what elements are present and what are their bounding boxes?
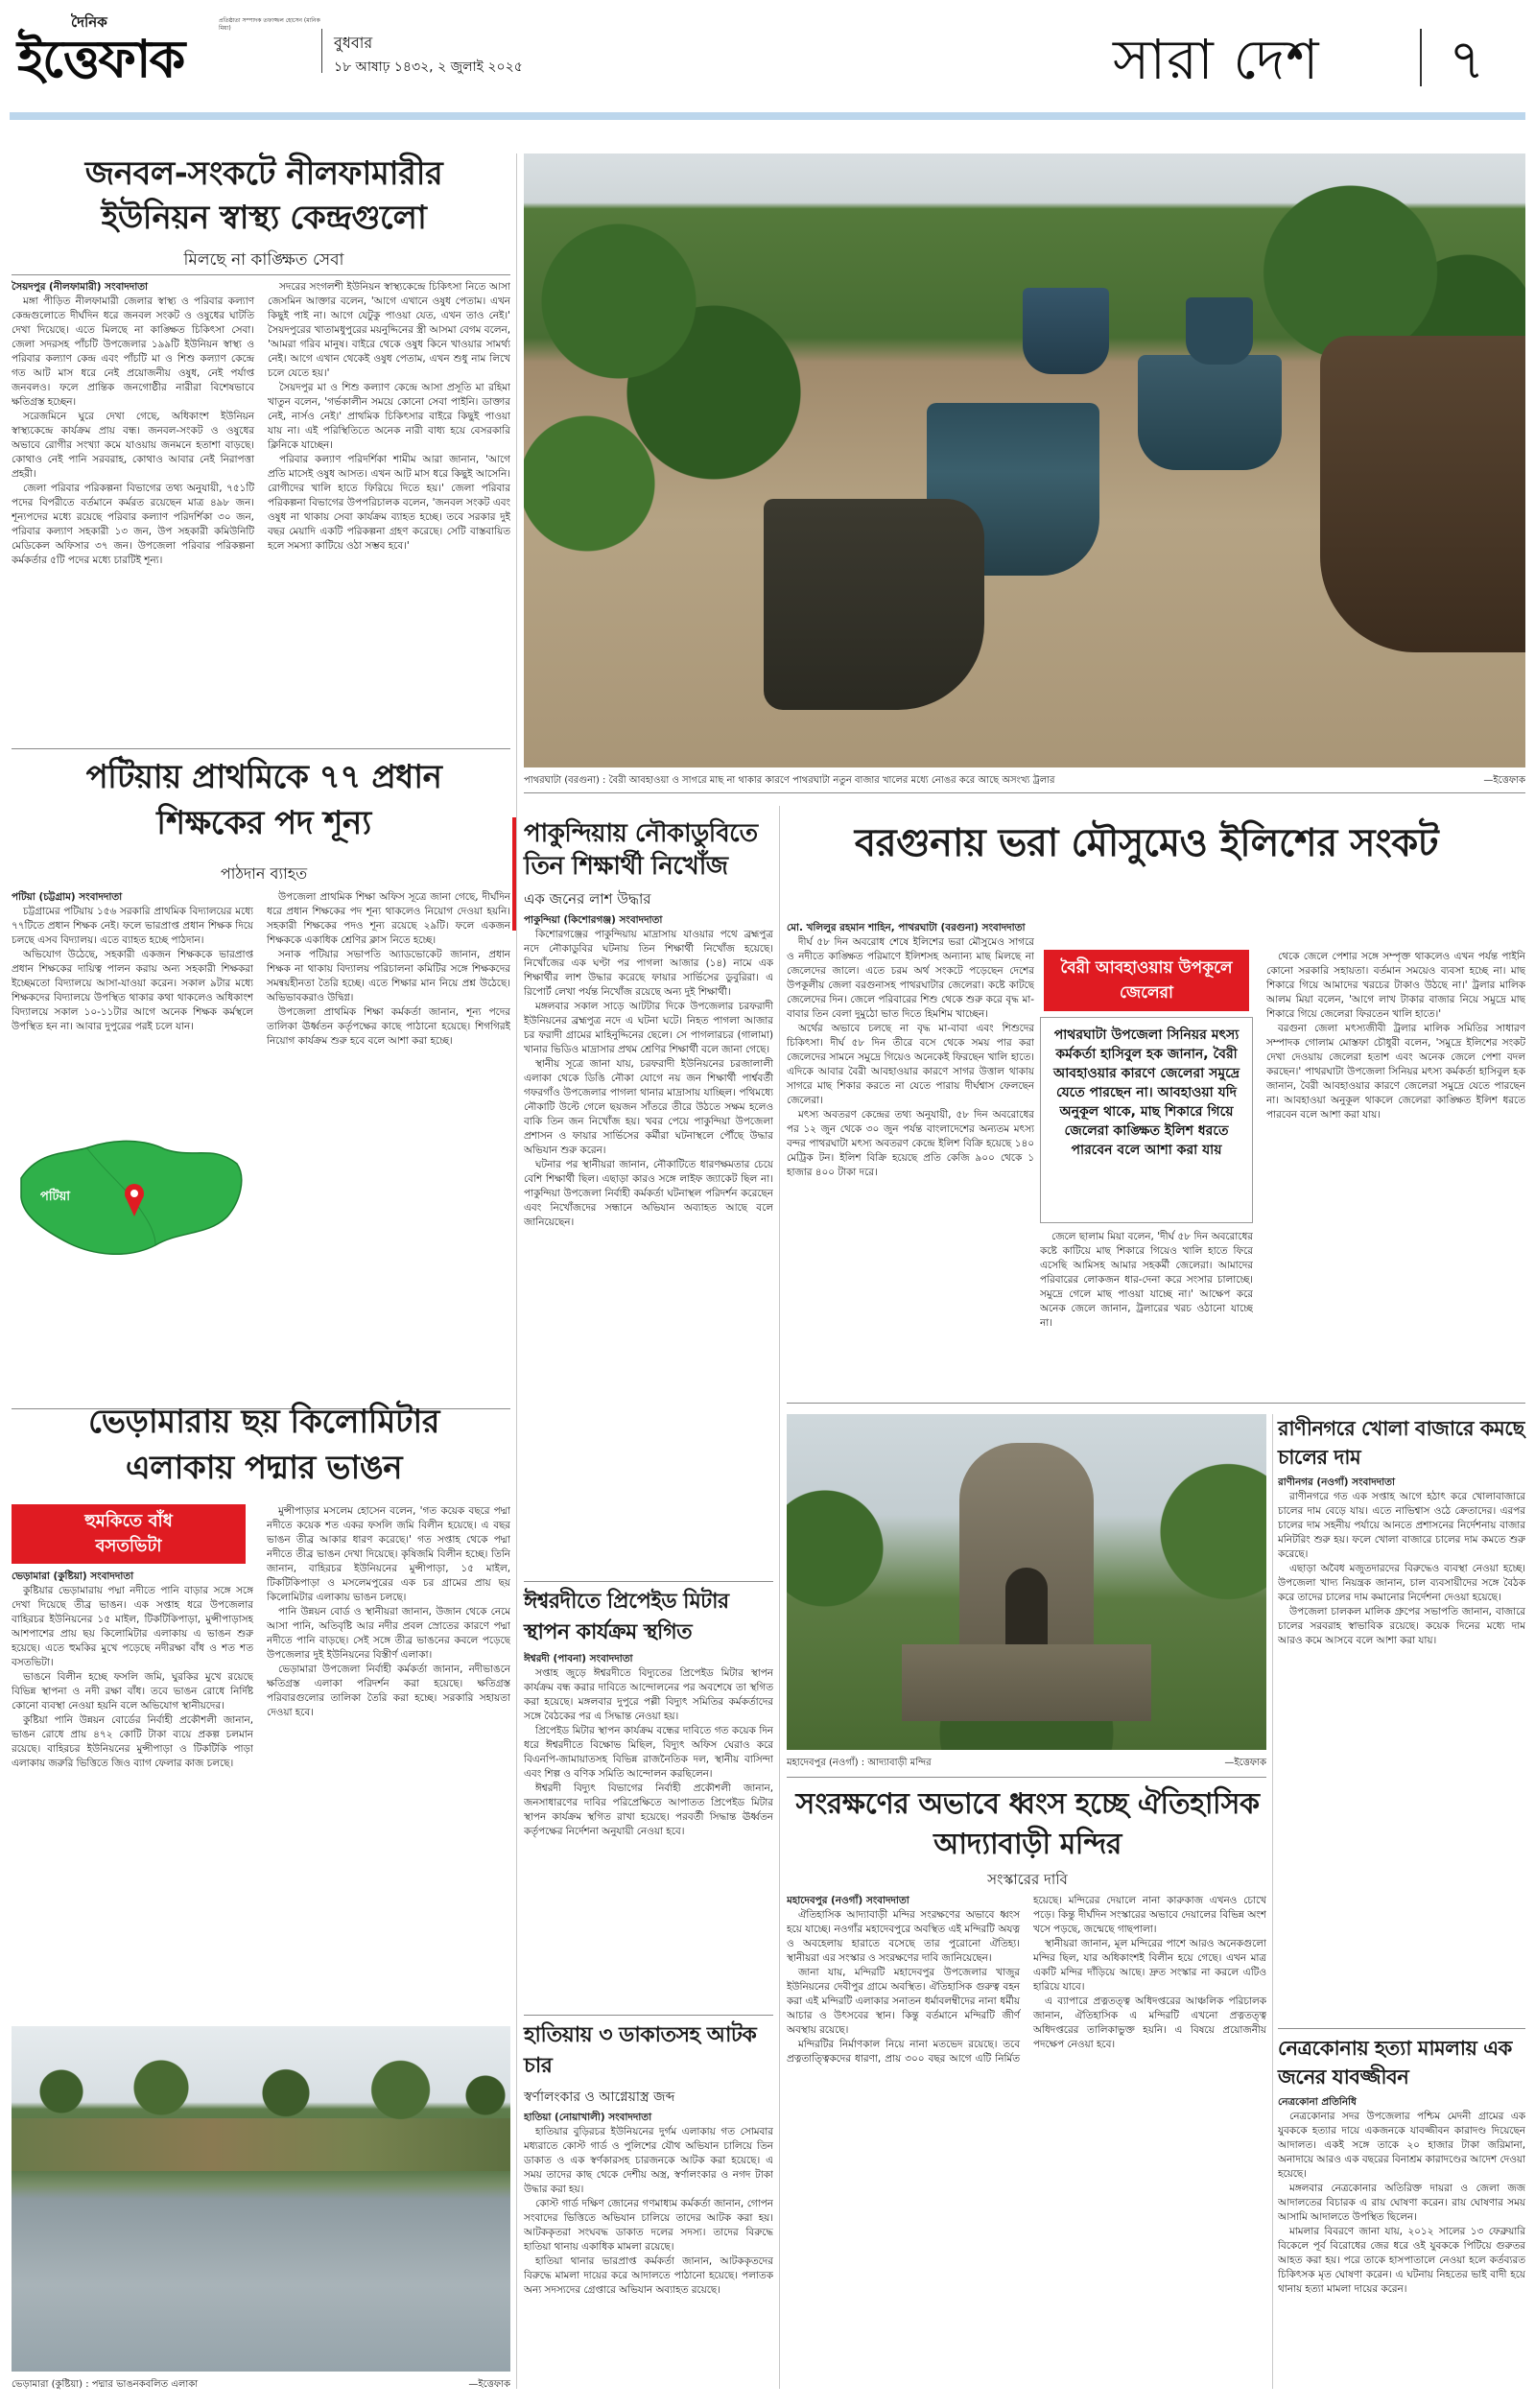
paragraph: জেলে ছালাম মিয়া বলেন, 'দীর্ঘ ৫৮ দিন অবরোধের কষ্টে কাটিয়ে মাছ শিকারে গিয়েও খালি হাতে ফিরে এসেছি আমিসহ আমার সহকর্মী জেলেরা। আমাদের পরিবারের লোকজন ধার-দেনা করে সংসার চালাচ্ছে। সমুদ্রে গেলে মাছ পাওয়া যাচ্ছে না।' আক্ষেপ করে অনেক জেলে জানান, ট্রলারের খরচ ওঠানো যাচ্ছে না। [1040,1231,1253,1329]
redbox-barguna: বৈরী আবহাওয়ায় উপকূলে জেলেরা [1044,950,1249,1011]
photo-caption-mohadebpur: মহাদেবপুর (নওগাঁ) : আদ্যাবাড়ী মন্দির [787,1758,932,1768]
photo-credit-barguna: —ইত্তেফাক [1483,775,1525,786]
paragraph: জেলা পরিবার পরিকল্পনা বিভাগের তথ্য অনুযায়ী, ৭৫১টি পদের বিপরীতে বর্তমানে কর্মরত রয়েছেন মাত্র ৪৯৮ জন। শূন্যপদের মধ্যে রয়েছে পরিবার কল্যাণ পরিদর্শিকা ৩০ জন, পরিবার কল্যাণ সহকারী ১৩ জন, উপ সহকারী কমিউনিটি মেডিকেল অফিসার ৩৭ জন। উপজেলা পরিবার পরিকল্পনা কর্মকর্তার ৫টি পদের মধ্যে চারটিই শূন্য। [12,483,254,566]
paragraph: সরেজমিনে ঘুরে দেখা গেছে, অধিকাংশ ইউনিয়ন স্বাস্থ্যকেন্দ্রে কার্যক্রম প্রায় বন্ধ। জনবল-সংকট ও ওষুধের অভাবে রোগীর সংখ্যা কমে যাওয়ায় জনমনে হতাশা বাড়ছে। কোথাও নেই পানি সরবরাহ, কোথাও আবার নেই নিরাপত্তা প্রহরী। [12,411,254,480]
photo-temple-door [1005,1568,1048,1644]
paragraph: মঙ্গা পীড়িত নীলফামারী জেলার স্বাস্থ্য ও পরিবার কল্যাণ কেন্দ্রগুলোতে দীর্ঘদিন ধরে জনবল সংকট ও ওষুধের ঘাটতি দেখা দিয়েছে। এতে মিলছে না কাঙ্ক্ষিত চিকিৎসা সেবা। জেলা সদরসহ পাঁচটি উপজেলার ১৯৯টি ইউনিয়ন স্বাস্থ্য ও পরিবার কল্যাণ কেন্দ্র এবং পাঁচটি মা ও শিশু কল্যাণ কেন্দ্রে গত আট মাস ধরে নেই প্রয়োজনীয় ওষুধ, নেই পর্যাপ্ত জনবলও। ফলে প্রান্তিক জনগোষ্ঠীর নারীরা বিশেষভাবে ক্ষতিগ্রস্ত হচ্ছেন। [12,295,254,408]
paragraph: সপ্তাহ জুড়ে ঈশ্বরদীতে বিদ্যুতের প্রিপেইড মিটার স্থাপন কার্যক্রম বন্ধ করার দাবিতে আন্দোলনের পর অবশেষে তা স্থগিত করা হয়েছে। মঙ্গলবার দুপুরে পল্লী বিদ্যুৎ সমিতির কর্মকর্তাদের সঙ্গে বৈঠকের পর এ সিদ্ধান্ত নেওয়া হয়। [524,1667,773,1722]
paragraph: জানা যায়, মন্দিরটি মহাদেবপুর উপজেলার খাজুর ইউনিয়নের দেবীপুর গ্রামে অবস্থিত। ঐতিহাসিক গুরুত্ব বহন করা এই মন্দিরটি এলাকার সনাতন ধর্মাবলম্বীদের নানা ধর্মীয় আচার ও উৎসবের স্থান। কিন্তু বর্তমানে মন্দিরটি জীর্ণ অবস্থায় রয়েছে। [787,1967,1020,2036]
section-divider [1420,29,1422,86]
dateline: সৈয়দপুর (নীলফামারী) সংবাদদাতা [12,281,149,293]
paragraph: স্থানীয় সূত্রে জানা যায়, চরফরাদী ইউনিয়নের চরজালালী এলাকা থেকে ডিঙি নৌকা যোগে নয় জন শিক্ষার্থী পার্শ্ববর্তী গফরগাঁও উপজেলার পাগলা থানার মাদ্রাসায় যাচ্ছিল। পথিমধ্যে নৌকাটি উল্টে গেলে ছয়জন সাঁতরে তীরে উঠতে সক্ষম হলেও বাকি তিন জন নিখোঁজ হয়। খবর পেয়ে পাকুন্দিয়া উপজেলা প্রশাসন ও ফায়ার সার্ভিসের কর্মীরা ঘটনাস্থলে পৌঁছে উদ্ধার অভিযান শুরু করেন। [524,1058,773,1156]
photo-bank [12,2118,510,2171]
headline-pakundia: পাকুন্দিয়ায় নৌকাডুবিতে তিন শিক্ষার্থী নিখোঁজ [524,819,758,881]
masthead-day: বুধবার [334,34,373,52]
paragraph: পরিবার কল্যাণ পরিদর্শিকা শামীম আরা জানান, 'আগে প্রতি মাসেই ওষুধ আসত। এখন আট মাস ধরে কিছুই আসেনি। রোগীদের খালি হাতে ফিরিয়ে দিতে হয়।' জেলা পরিবার পরিকল্পনা বিভাগের উপপরিচালক বলেন, 'জনবল সংকট এবং ওষুধ না থাকায় সেবা কার্যক্রম ব্যাহত হচ্ছে। তবে সরকার দুই বছর মেয়াদি একটি পরিকল্পনা গ্রহণ করেছে। সেটি বাস্তবায়িত হলে সমস্যা কাটিয়ে ওঠা সম্ভব হবে।' [268,454,510,552]
paragraph: বরগুনা জেলা মৎস্যজীবী ট্রলার মালিক সমিতির সাধারণ সম্পাদক গোলাম মোস্তফা চৌধুরী বলেন, 'সমুদ্রে ইলিশের সংকট দেখা দেওয়ায় জেলেরা হতাশ এবং অনেক জেলে পেশা বদল করছেন।' পাথরঘাটা উপজেলা সিনিয়র মৎস্য কর্মকর্তা হাসিবুল হক জানান, বৈরী আবহাওয়ার কারণে জেলেরা সমুদ্রে যেতে পারছেন না। আবহাওয়া অনুকূল থাকলে জেলেরা কাঙ্ক্ষিত ইলিশ ধরতে পারবেন বলে আশা করা যায়। [1266,1023,1525,1121]
paragraph: স্থানীয়রা জানান, মূল মন্দিরের পাশে আরও অনেকগুলো মন্দির ছিল, যার অধিকাংশই বিলীন হয়ে গেছে। এখন মাত্র একটি মন্দির দাঁড়িয়ে আছে। দ্রুত সংস্কার না করলে এটিও হারিয়ে যাবে। [1033,1938,1266,1993]
paragraph: সদরের সংগলশী ইউনিয়ন স্বাস্থ্যকেন্দ্রে চিকিৎসা নিতে আসা জেসমিন আক্তার বলেন, 'আগে এখানে ওষুধ পেতাম। এখন কিছুই পাই না। আগে যেটুকু পাওয়া যেত, এখন তাও নেই।' সৈয়দপুরের খাতামধুপুরের ময়নুদ্দিনের স্ত্রী আসমা বেগম বলেন, 'আমরা গরিব মানুষ। বাইরে থেকে ওষুধ কিনে খাওয়ার সামর্থ্য নেই। আগে এখান থেকেই ওষুধ পেতাম, এখন শুধু নাম লিখে চলে যেতে হয়।' [268,281,510,379]
redbox-bheramara: হুমকিতে বাঁধ বসতভিটা [12,1504,246,1564]
article-body-mohadebpur [787,1894,1266,2395]
paragraph: থেকে জেলে পেশার সঙ্গে সম্পৃক্ত থাকলেও এখন পর্যন্ত পাইনি কোনো সরকারি সহায়তা। বর্তমান সময়েও ব্যবসা হচ্ছে না। মাছ শিকারে গিয়ে আমাদের খরচের টাকাও উঠছে না।' ট্রলার মালিক আলম মিয়া বলেন, 'আগে লাখ টাকার বাজার নিয়ে সমুদ্রে মাছ শিকারে গিয়ে জেলেরা ফিরতেন খালি হাতে।' [1266,951,1525,1020]
article-body-patia-b [267,890,510,1401]
article-body-barguna-a [787,921,1034,1396]
rule [12,274,510,275]
page-number: ৭ [1449,27,1485,92]
rule [1278,2028,1525,2029]
paragraph: ঈশ্বরদী বিদ্যুৎ বিভাগের নির্বাহী প্রকৌশলী জানান, জনসাধারণের দাবির পরিপ্রেক্ষিতে আপাতত প্রিপেইড মিটার স্থাপন কার্যক্রম স্থগিত রাখা হয়েছে। পরবর্তী সিদ্ধান্ত ঊর্ধ্বতন কর্তৃপক্ষের নির্দেশনা অনুযায়ী নেওয়া হবে। [524,1782,773,1837]
photo-caption-bheramara: ভেড়ামারা (কুষ্টিয়া) : পদ্মার ভাঙনকবলিত এলাকা [12,2379,199,2390]
paragraph: অর্থের অভাবে চলছে না বৃদ্ধ মা-বাবা এবং শিশুদের চিকিৎসা। দীর্ঘ ৫৮ দিন তীরে বসে থেকে সময় পার করা জেলেদের সামনে সমুদ্রে গিয়েও অনেকেই ফিরছেন খালি হাতে। এদিকে আবার বৈরী আবহাওয়ার কারণে সাগর উত্তাল থাকায় সাগরে মাছ শিকার করতে না যেতে পারায় দীর্ঘশ্বাস ফেলছেন জেলেরা। [787,1023,1034,1106]
article-body-bheramara-b [267,1504,510,2022]
logo-small-text: দৈনিক [71,13,107,31]
accent-bar [512,817,516,931]
headline-netrokona: নেত্রকোনায় হত্যা মামলায় এক জনের যাবজ্জীবন [1278,2037,1512,2089]
masthead-rule [10,112,1525,120]
map-label: পটিয়া [40,1190,71,1204]
paragraph: কোস্ট গার্ড দক্ষিণ জোনের গণমাধ্যম কর্মকর্তা জানান, গোপন সংবাদের ভিত্তিতে অভিযান চালিয়ে তাদের আটক করা হয়। আটককৃতরা সংঘবদ্ধ ডাকাত দলের সদস্য। তাদের বিরুদ্ধে হাতিয়া থানায় একাধিক মামলা রয়েছে। [524,2198,773,2253]
paragraph: রাণীনগরে গত এক সপ্তাহ আগে হঠাৎ করে খোলাবাজারে চালের দাম বেড়ে যায়। এতে নাভিশ্বাস ওঠে ক্রেতাদের। এরপর চালের দাম সহনীয় পর্যায়ে আনতে প্রশাসনের নির্দেশনায় বাজার মনিটরিং শুরু হয়। ফলে খোলা বাজারে চালের দাম কমতে শুরু করেছে। [1278,1491,1525,1560]
subhead-hatiya: স্বর্ণালংকার ও আগ্নেয়াস্ত্র জব্দ [524,2089,675,2105]
masthead-date: ১৮ আষাঢ় ১৪৩২, ২ জুলাই ২০২৫ [334,59,523,75]
paragraph: ঘটনার পর স্থানীয়রা জানান, নৌকাটিতে ধারণক্ষমতার চেয়ে বেশি শিক্ষার্থী ছিল। এছাড়া কারও সঙ্গে লাইফ জ্যাকেট ছিল না। পাকুন্দিয়া উপজেলা নির্বাহী কর্মকর্তা ঘটনাস্থল পরিদর্শন করেছেন এবং নিখোঁজদের সন্ধানে অভিযান অব্যাহত আছে বলে জানিয়েছেন। [524,1159,773,1228]
headline-ishwardi: ঈশ্বরদীতে প্রিপেইড মিটার স্থাপন কার্যক্রম স্থগিত [524,1590,729,1644]
paragraph: ভাঙনে বিলীন হচ্ছে ফসলি জমি, ঘুরকির মুখে রয়েছে বিভিন্ন স্থাপনা ও নদী রক্ষা বাঁধ। তবে ভাঙন রোধে নির্দিষ্ট কোনো ব্যবস্থা নেওয়া হয়নি বলে অভিযোগ স্থানীয়দের। [12,1671,253,1712]
paragraph: এ ব্যাপারে প্রত্নতত্ত্ব অধিদপ্তরের আঞ্চলিক পরিচালক জানান, ঐতিহাসিক এ মন্দিরটি এখনো প্রত্নতত্ত্ব অধিদপ্তরের তালিকাভুক্ত হয়নি। এ বিষয়ে প্রয়োজনীয় পদক্ষেপ নেওয়া হবে। [1033,1995,1266,2050]
paragraph: হাতিয়ার বুড়িরচর ইউনিয়নের দুর্গম এলাকায় গত সোমবার মধ্যরাতে কোস্ট গার্ড ও পুলিশের যৌথ অভিযান চালিয়ে তিন ডাকাত ও এক স্বর্ণকারসহ চারজনকে আটক করা হয়েছে। এ সময় তাদের কাছ থেকে দেশীয় অস্ত্র, স্বর্ণালংকার ও নগদ টাকা উদ্ধার করা হয়। [524,2126,773,2195]
article-body-raninagar [1278,1475,1525,2022]
paragraph: মঙ্গলবার নেত্রকোনার অতিরিক্ত দায়রা ও জেলা জজ আদালতের বিচারক এ রায় ঘোষণা করেন। রায় ঘোষণার সময় আসামি আদালতে উপস্থিত ছিলেন। [1278,2183,1525,2223]
subhead-nilphamari: মিলছে না কাঙ্ক্ষিত সেবা [183,250,344,270]
headline-barguna: বরগুনায় ভরা মৌসুমেও ইলিশের সংকট [854,821,1439,865]
paragraph: প্রিপেইড মিটার স্থাপন কার্যক্রম বন্ধের দাবিতে গত কয়েক দিন ধরে ঈশ্বরদীতে বিক্ষোভ মিছিল, বিদ্যুৎ অফিস ঘেরাও করে বিএনপি-জামায়াতসহ বিভিন্ন রাজনৈতিক দল, স্থানীয় বাসিন্দা এবং শিল্প ও বণিক সমিতি আন্দোলন করছিলেন। [524,1725,773,1780]
dateline: হাতিয়া (নোয়াখালী) সংবাদদাতা [524,2112,652,2123]
dateline: পটিয়া (চট্টগ্রাম) সংবাদদাতা [12,891,123,903]
paragraph: মৎস্য অবতরণ কেন্দ্রের তথ্য অনুযায়ী, ৫৮ দিন অবরোধের পর ১২ জুন থেকে ৩০ জুন পর্যন্ত বাংলাদেশের অন্যতম মৎস্য বন্দর পাথরঘাটা মৎস্য অবতরণ কেন্দ্রে ইলিশ বিক্রি হয়েছে ১৪০ মেট্রিক টন। ইলিশ বিক্রি হয়েছে প্রতি কেজি ৯০০ থেকে ১ হাজার ৪০০ টাকা দরে। [787,1109,1034,1178]
patia-map [12,1111,253,1284]
column-separator [1272,1414,1273,2389]
paragraph: মঙ্গলবার সকাল সাড়ে আটটার দিকে উপজেলার চরফরাদী ইউনিয়নের ব্রহ্মপুত্র নদে এ ঘটনা ঘটে। নিহত পাগলা আজার চর ফরাদী গ্রামের মাহিনুদ্দিনের ছেলে। সে পাগলারচর (গালামা) খানার ভিডিও মাদ্রাসার প্রথম শ্রেণির শিক্ষার্থী বলে জানা গেছে। [524,1001,773,1055]
paragraph: দীর্ঘ ৫৮ দিন অবরোধ শেষে ইলিশের ভরা মৌসুমেও সাগরে ও নদীতে কাঙ্ক্ষিত পরিমাণে ইলিশসহ অন্যান্য মাছ মিলছে না জেলেদের জালে। এতে চরম অর্থ সংকটে পড়েছেন দেশের উপকূলীয় জেলা বরগুনাসহ পাথরঘাটার জেলেরা। কষ্টে কাটছে জেলেদের দিন। জেলে পরিবারের শিশু থেকে শুরু করে বৃদ্ধ মা-বাবার তিন বেলা দুমুঠো ভাত দিতে হিমশিম খাচ্ছেন। [787,936,1034,1020]
article-body-netrokona [1278,2095,1525,2395]
subhead-pakundia: এক জনের লাশ উদ্ধার [524,890,651,908]
paragraph: সৈয়দপুর মা ও শিশু কল্যাণ কেন্দ্রে আসা প্রসূতি মা রহিমা খাতুন বলেন, 'গর্ভকালীন সময়ে কোনো সেবা পাইনি। ডাক্তার নেই, নার্সও নেই।' প্রাথমিক চিকিৎসার বাইরে কিছুই পাওয়া যায় না। এই পরিস্থিতিতে অনেক নারী বাধ্য হয়ে বেসরকারি ক্লিনিকে যাচ্ছেন। [268,382,510,451]
headline-bheramara: ভেড়ামারায় ছয় কিলোমিটার এলাকায় পদ্মার ভাঙন [88,1403,439,1487]
paragraph: সনাক পটিয়ার সভাপতি অ্যাডভোকেট জানান, প্রধান শিক্ষক না থাকায় বিদ্যালয় পরিচালনা কমিটির সঙ্গে শিক্ষকদের সমন্বয়হীনতা তৈরি হচ্ছে। এতে শিক্ষার মান নিয়ে প্রশ্ন উঠেছে। অভিভাবকরাও উদ্বিগ্ন। [267,949,510,1003]
dateline: মহাদেবপুর (নওগাঁ) সংবাদদাতা [787,1895,909,1906]
paragraph: উপজেলা চালকল মালিক গ্রুপের সভাপতি জানান, বাজারে চালের সরবরাহ স্বাভাবিক রয়েছে। কয়েক দিনের মধ্যে দাম আরও কমে আসবে বলে আশা করা যায়। [1278,1606,1525,1646]
paragraph: মামলার বিবরণে জানা যায়, ২০১২ সালের ১৩ ফেব্রুয়ারি বিকেলে পূর্ব বিরোধের জের ধরে ওই যুবককে পিটিয়ে গুরুতর আহত করা হয়। পরে তাকে হাসপাতালে নেওয়া হলে কর্তব্যরত চিকিৎসক মৃত ঘোষণা করেন। এ ঘটনায় নিহতের ভাই বাদী হয়ে থানায় হত্যা মামলা দায়ের করেন। [1278,2226,1525,2295]
column-separator [779,806,780,2389]
article-body-nilphamari [12,280,510,744]
rule [524,1581,773,1582]
paragraph: মন্দিরটির নির্মাণকাল নিয়ে নানা মতভেদ রয়েছে। তবে প্রত্নতাত্ত্বিকদের ধারণা, প্রায় ৩০০ বছর আগে এটি নির্মিত হয়েছে। মন্দিরের দেয়ালে নানা কারুকাজ এখনও চোখে পড়ে। কিন্তু দীর্ঘদিন সংস্কারের অভাবে দেয়ালের বিভিন্ন অংশ খসে পড়ছে, জন্মেছে গাছপালা। [787,1895,1266,2065]
paragraph: অভিযোগ উঠেছে, সহকারী একজন শিক্ষককে ভারপ্রাপ্ত প্রধান শিক্ষকের দায়িত্ব পালন করায় অন্য সহকারী শিক্ষকরা ইচ্ছেমতো বিদ্যালয়ে আসা-যাওয়া করেন। সকাল ৯টার মধ্যে শিক্ষকদের বিদ্যালয়ে উপস্থিত থাকার কথা থাকলেও অধিকাংশ বিদ্যালয়ে সকাল ১০-১১টার আগে অনেক শিক্ষক কর্মস্থলে উপস্থিত হন না। আবার দুপুরের পরই চলে যান। [12,949,253,1032]
dateline: নেত্রকোনা প্রতিনিধি [1278,2096,1357,2108]
dateline: মো. খলিলুর রহমান শাহিন, পাথরঘাটা (বরগুনা) সংবাদদাতা [787,922,1026,933]
subhead-mohadebpur: সংস্কারের দাবি [987,1871,1068,1888]
paragraph: কুষ্টিয়া পানি উন্নয়ন বোর্ডের নির্বাহী প্রকৌশলী জানান, ভাঙন রোধে প্রায় ৪৭২ কোটি টাকা ব্যয়ে প্রকল্প চলমান রয়েছে। বাহিরচর ইউনিয়নের মুন্সীপাড়া ও টিকটিকি পাড়া এলাকায় জরুরি ভিত্তিতে জিও ব্যাগ ফেলার কাজ চলছে। [12,1714,253,1769]
rule [524,792,1525,793]
rule [12,748,510,749]
photo-boat [1023,288,1109,374]
dateline: ভেড়ামারা (কুষ্টিয়া) সংবাদদাতা [12,1570,134,1582]
headline-patia: পটিয়ায় প্রাথমিকে ৭৭ প্রধান শিক্ষকের পদ শূন্য [85,758,442,842]
photo-temple [787,1414,1266,1750]
masthead [0,0,1535,125]
paragraph: ঐতিহাসিক আদ্যাবাড়ী মন্দির সংরক্ষণের অভাবে ধ্বংস হয়ে যাচ্ছে। নওগাঁর মহাদেবপুরে অবস্থিত এই মন্দিরটি অযত্ন ও অবহেলায় হারাতে বসেছে তার পুরোনো ঐতিহ্য। স্থানীয়রা এর সংস্কার ও সংরক্ষণের দাবি জানিয়েছেন। [787,1909,1020,1964]
dateline: ঈশ্বরদী (পাবনা) সংবাদদাতা [524,1653,633,1664]
paragraph: চট্টগ্রামের পটিয়ায় ১৫৬ সরকারি প্রাথমিক বিদ্যালয়ের মধ্যে ৭৭টিতে প্রধান শিক্ষক নেই। ফলে ভারপ্রাপ্ত প্রধান শিক্ষক দিয়ে চলছে এসব বিদ্যালয়। এতে ব্যাহত হচ্ছে পাঠদান। [12,906,253,946]
paragraph: মুন্সীপাড়ার মসলেম হোসেন বলেন, 'গত কয়েক বছরে পদ্মা নদীতে কয়েক শত একর ফসলি জমি বিলীন হয়েছে। এ বছর ভাঙন তীব্র আকার ধারণ করেছে।' গত সপ্তাহ থেকে পদ্মা নদীতে তীব্র ভাঙন দেখা দিয়েছে। কৃষিজমি বিলীন হচ্ছে। তিনি জানান, বাহিরচর ইউনিয়নের মুন্সীপাড়া, ১৫ মাইল, টিকটিকিপাড়া ও মসলেমপুরের এক চর গ্রামের প্রায় ছয় কিলোমিটার এলাকায় ভাঙন চলছে। [267,1505,510,1603]
photo-caption-barguna: পাথরঘাটা (বরগুনা) : বৈরী আবহাওয়া ও সাগরে মাছ না থাকার কারণে পাথরঘাটা নতুন বাজার খালের মধ্যে নোঙর করে আছে অসংখ্য ট্রলার [524,775,1055,786]
dateline: পাকুন্দিয়া (কিশোরগঞ্জ) সংবাদদাতা [524,914,663,926]
subhead-patia: পাঠদান ব্যাহত [220,864,308,883]
photo-river-erosion [12,2026,510,2372]
photo-credit-bheramara: —ইত্তেফাক [468,2379,510,2390]
photo-boat [1138,355,1282,470]
article-body-ishwardi [524,1652,773,2007]
photo-trawlers [524,153,1525,767]
paragraph: উপজেলা প্রাথমিক শিক্ষা কর্মকর্তা জানান, শূন্য পদের তালিকা ঊর্ধ্বতন কর্তৃপক্ষের কাছে পাঠানো হয়েছে। শিগগিরই নিয়োগ কার্যক্রম শুরু হবে বলে আশা করা হচ্ছে। [267,1006,510,1047]
photo-boat [764,499,984,710]
paragraph: পানি উন্নয়ন বোর্ড ও স্থানীয়রা জানান, উজান থেকে নেমে আসা পানি, অতিবৃষ্টি আর নদীর প্রবল স্রোতের কারণে পদ্মা নদীতে পানি বাড়ছে। সেই সঙ্গে তীব্র ভাঙনের কবলে পড়েছে উপজেলার দুই ইউনিয়নের বিস্তীর্ণ এলাকা। [267,1606,510,1661]
headline-nilphamari: জনবল-সংকটে নীলফামারীর ইউনিয়ন স্বাস্থ্য কেন্দ্রগুলো [84,154,443,237]
pullquote-barguna: পাথরঘাটা উপজেলা সিনিয়র মৎস্য কর্মকর্তা হাসিবুল হক জানান, বৈরী আবহাওয়ার কারণে জেলেরা সমুদ্রে যেতে পারছেন না। আবহাওয়া যদি অনুকূল থাকে, মাছ শিকারে গিয়ে জেলেরা কাঙ্ক্ষিত ইলিশ ধরতে পারবেন বলে আশা করা যায় [1040,1017,1253,1223]
paragraph: হাতিয়া থানার ভারপ্রাপ্ত কর্মকর্তা জানান, আটককৃতদের বিরুদ্ধে মামলা দায়ের করে আদালতে পাঠানো হয়েছে। পলাতক অন্য সদস্যদের গ্রেপ্তারে অভিযান অব্যাহত রয়েছে। [524,2255,773,2296]
headline-hatiya: হাতিয়ায় ৩ ডাকাতসহ আটক চার [524,2023,757,2078]
paragraph: নেত্রকোনার সদর উপজেলার পশ্চিম মেদনী গ্রামের এক যুবককে হত্যার দায়ে একজনকে যাবজ্জীবন কারাদণ্ড দিয়েছেন আদালত। একই সঙ্গে তাকে ২০ হাজার টাকা জরিমানা, অনাদায়ে আরও এক বছরের বিনাশ্রম কারাদণ্ডের আদেশ দেওয়া হয়েছে। [1278,2111,1525,2180]
logo-main-text: ইত্তেফাক [17,29,184,89]
article-body-barguna-b [1040,1230,1253,1398]
paragraph: উপজেলা প্রাথমিক শিক্ষা অফিস সূত্রে জানা গেছে, দীর্ঘদিন ধরে প্রধান শিক্ষকের পদ শূন্য থাকলেও নিয়োগ দেওয়া হয়নি। সহকারী শিক্ষকের পদও শূন্য রয়েছে ২৯টি। ফলে একজন শিক্ষককে একাধিক শ্রেণির ক্লাস নিতে হচ্ছে। [267,891,510,946]
article-body-patia-a [12,890,253,1106]
article-body-hatiya [524,2111,773,2395]
section-title: সারা দেশ [1113,27,1320,92]
article-body-pakundia [524,913,773,1594]
photo-temple-base [902,1644,1151,1721]
masthead-divider [321,29,322,73]
logo [17,12,324,98]
paragraph: এছাড়া অবৈধ মজুতদারদের বিরুদ্ধেও ব্যবস্থা নেওয়া হচ্ছে। উপজেলা খাদ্য নিয়ন্ত্রক জানান, চাল ব্যবসায়ীদের সঙ্গে বৈঠক করে তাদের চালের দাম কমানোর নির্দেশনা দেওয়া হয়েছে। [1278,1563,1525,1603]
headline-mohadebpur: সংরক্ষণের অভাবে ধ্বংস হচ্ছে ঐতিহাসিক আদ্যাবাড়ী মন্দির [795,1787,1260,1861]
paragraph: কুষ্টিয়ার ভেড়ামারায় পদ্মা নদীতে পানি বাড়ার সঙ্গে সঙ্গে দেখা দিয়েছে তীব্র ভাঙন। এক সপ্তাহ ধরে উপজেলার বাহিরচর ইউনিয়নের ১৫ মাইল, টিকটিকিপাড়া, মুন্সীপাড়াসহ আশপাশের প্রায় ছয় কিলোমিটার এলাকায় এ ভাঙন শুরু হয়েছে। এতে হুমকির মুখে পড়েছে নদীরক্ষা বাঁধ ও শত শত বসতভিটা। [12,1585,253,1668]
headline-raninagar: রাণীনগরে খোলা বাজারে কমছে চালের দাম [1278,1417,1524,1469]
paragraph: ভেড়ামারা উপজেলা নির্বাহী কর্মকর্তা জানান, নদীভাঙনে ক্ষতিগ্রস্ত এলাকা পরিদর্শন করা হয়েছে। ক্ষতিগ্রস্ত পরিবারগুলোর তালিকা তৈরি করা হচ্ছে। সরকারি সহায়তা দেওয়া হবে। [267,1664,510,1718]
photo-boat [1186,297,1253,365]
article-body-bheramara-a [12,1570,253,2020]
photo-credit-mohadebpur: —ইত্তেফাক [1224,1758,1266,1768]
column-separator [516,153,517,2389]
rule [787,1403,1525,1404]
rule [524,2015,773,2016]
logo-tagline: প্রতিষ্ঠাতা সম্পাদক তফাজ্জল হোসেন (মানিক মিয়া) [219,17,320,32]
photo-boat [1320,336,1525,652]
article-body-barguna-c [1266,950,1525,1396]
rule [787,1777,1266,1778]
photo-trees [12,2045,510,2122]
paragraph: কিশোরগঞ্জের পাকুন্দিয়ায় মাদ্রাসায় যাওয়ার পথে ব্রহ্মপুত্র নদে নৌকাডুবির ঘটনায় তিন শিক্ষার্থী নিখোঁজ হয়েছে। নিখোঁজের এক ঘণ্টা পর পাগলা আজার (১৪) নামে এক শিক্ষার্থীর লাশ উদ্ধার করেছে ফায়ার সার্ভিসের ডুবুরিরা। এ রিপোর্ট লেখা পর্যন্ত নিখোঁজ রয়েছে অন্য দুই শিক্ষার্থী। [524,929,773,998]
dateline: রাণীনগর (নওগাঁ) সংবাদদাতা [1278,1476,1395,1488]
